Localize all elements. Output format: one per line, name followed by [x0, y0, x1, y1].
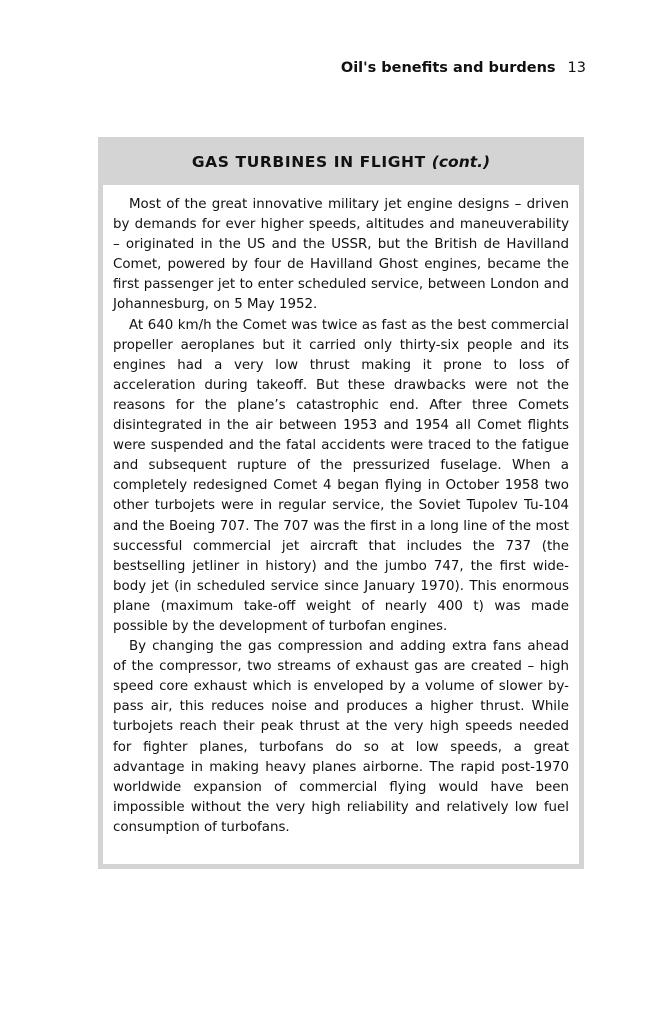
running-header: [341, 60, 586, 76]
box-paragraph-3: By changing the gas compression and adding extra fans ahead of the compressor, two streams of exhaust gas are created – high speed core exhaust which is enveloped by a volume of slower by-pass air, this reduces noise and produces a higher thrust. While turbojets reach their peak thrust at the very high speeds needed for fighter planes, turbofans do so at low speeds, a great advantage in making heavy planes airborne. The rapid post-1970 worldwide expansion of commercial flying would have been impossible without the very high reliability and relatively low fuel consumption of turbofans.: [113, 639, 569, 835]
box-title-suffix: (cont.): [431, 153, 491, 171]
box-body: [103, 185, 579, 864]
box-title-text: GAS TURBINES IN FLIGHT: [191, 153, 426, 171]
box-paragraph-2: At 640 km/h the Comet was twice as fast as the best commercial propeller aeroplanes but it carried only thirty-six people and its engines had a very low thrust making it prone to loss of acceleration during takeoff. But these drawbacks were not the reasons for the plane’s catastrophic end. After three Comets disintegrated in the air between 1953 and 1954 all Comet flights were suspended and the fatal accidents were traced to the fatigue and subsequent rupture of the pressurized fuselage. When a completely redesigned Comet 4 began flying in October 1958 two other turbojets were in regular service, the Soviet Tupolev Tu-104 and the Boeing 707. The 707 was the first in a long line of the most successful commercial jet aircraft that includes the 737 (the bestselling jetliner in history) and the jumbo 747, the first wide-body jet (in scheduled service since January 1970). This enormous plane (maximum take-off weight of nearly 400 t) was made possible by the development of turbofan engines.: [113, 317, 569, 634]
running-title: Oil's benefits and burdens: [340, 60, 556, 76]
sidebar-box: [98, 137, 584, 869]
page-number: 13: [567, 60, 586, 76]
box-title: [98, 137, 584, 185]
box-paragraph-1: Most of the great innovative military jet engine designs – driven by demands for ever higher speeds, altitudes and maneuverability – originated in the US and the USSR, but the British de Havilland Comet, powered by four de Havilland Ghost engines, became the first passenger jet to enter scheduled service, between London and Johannesburg, on 5 May 1952.: [113, 197, 569, 313]
